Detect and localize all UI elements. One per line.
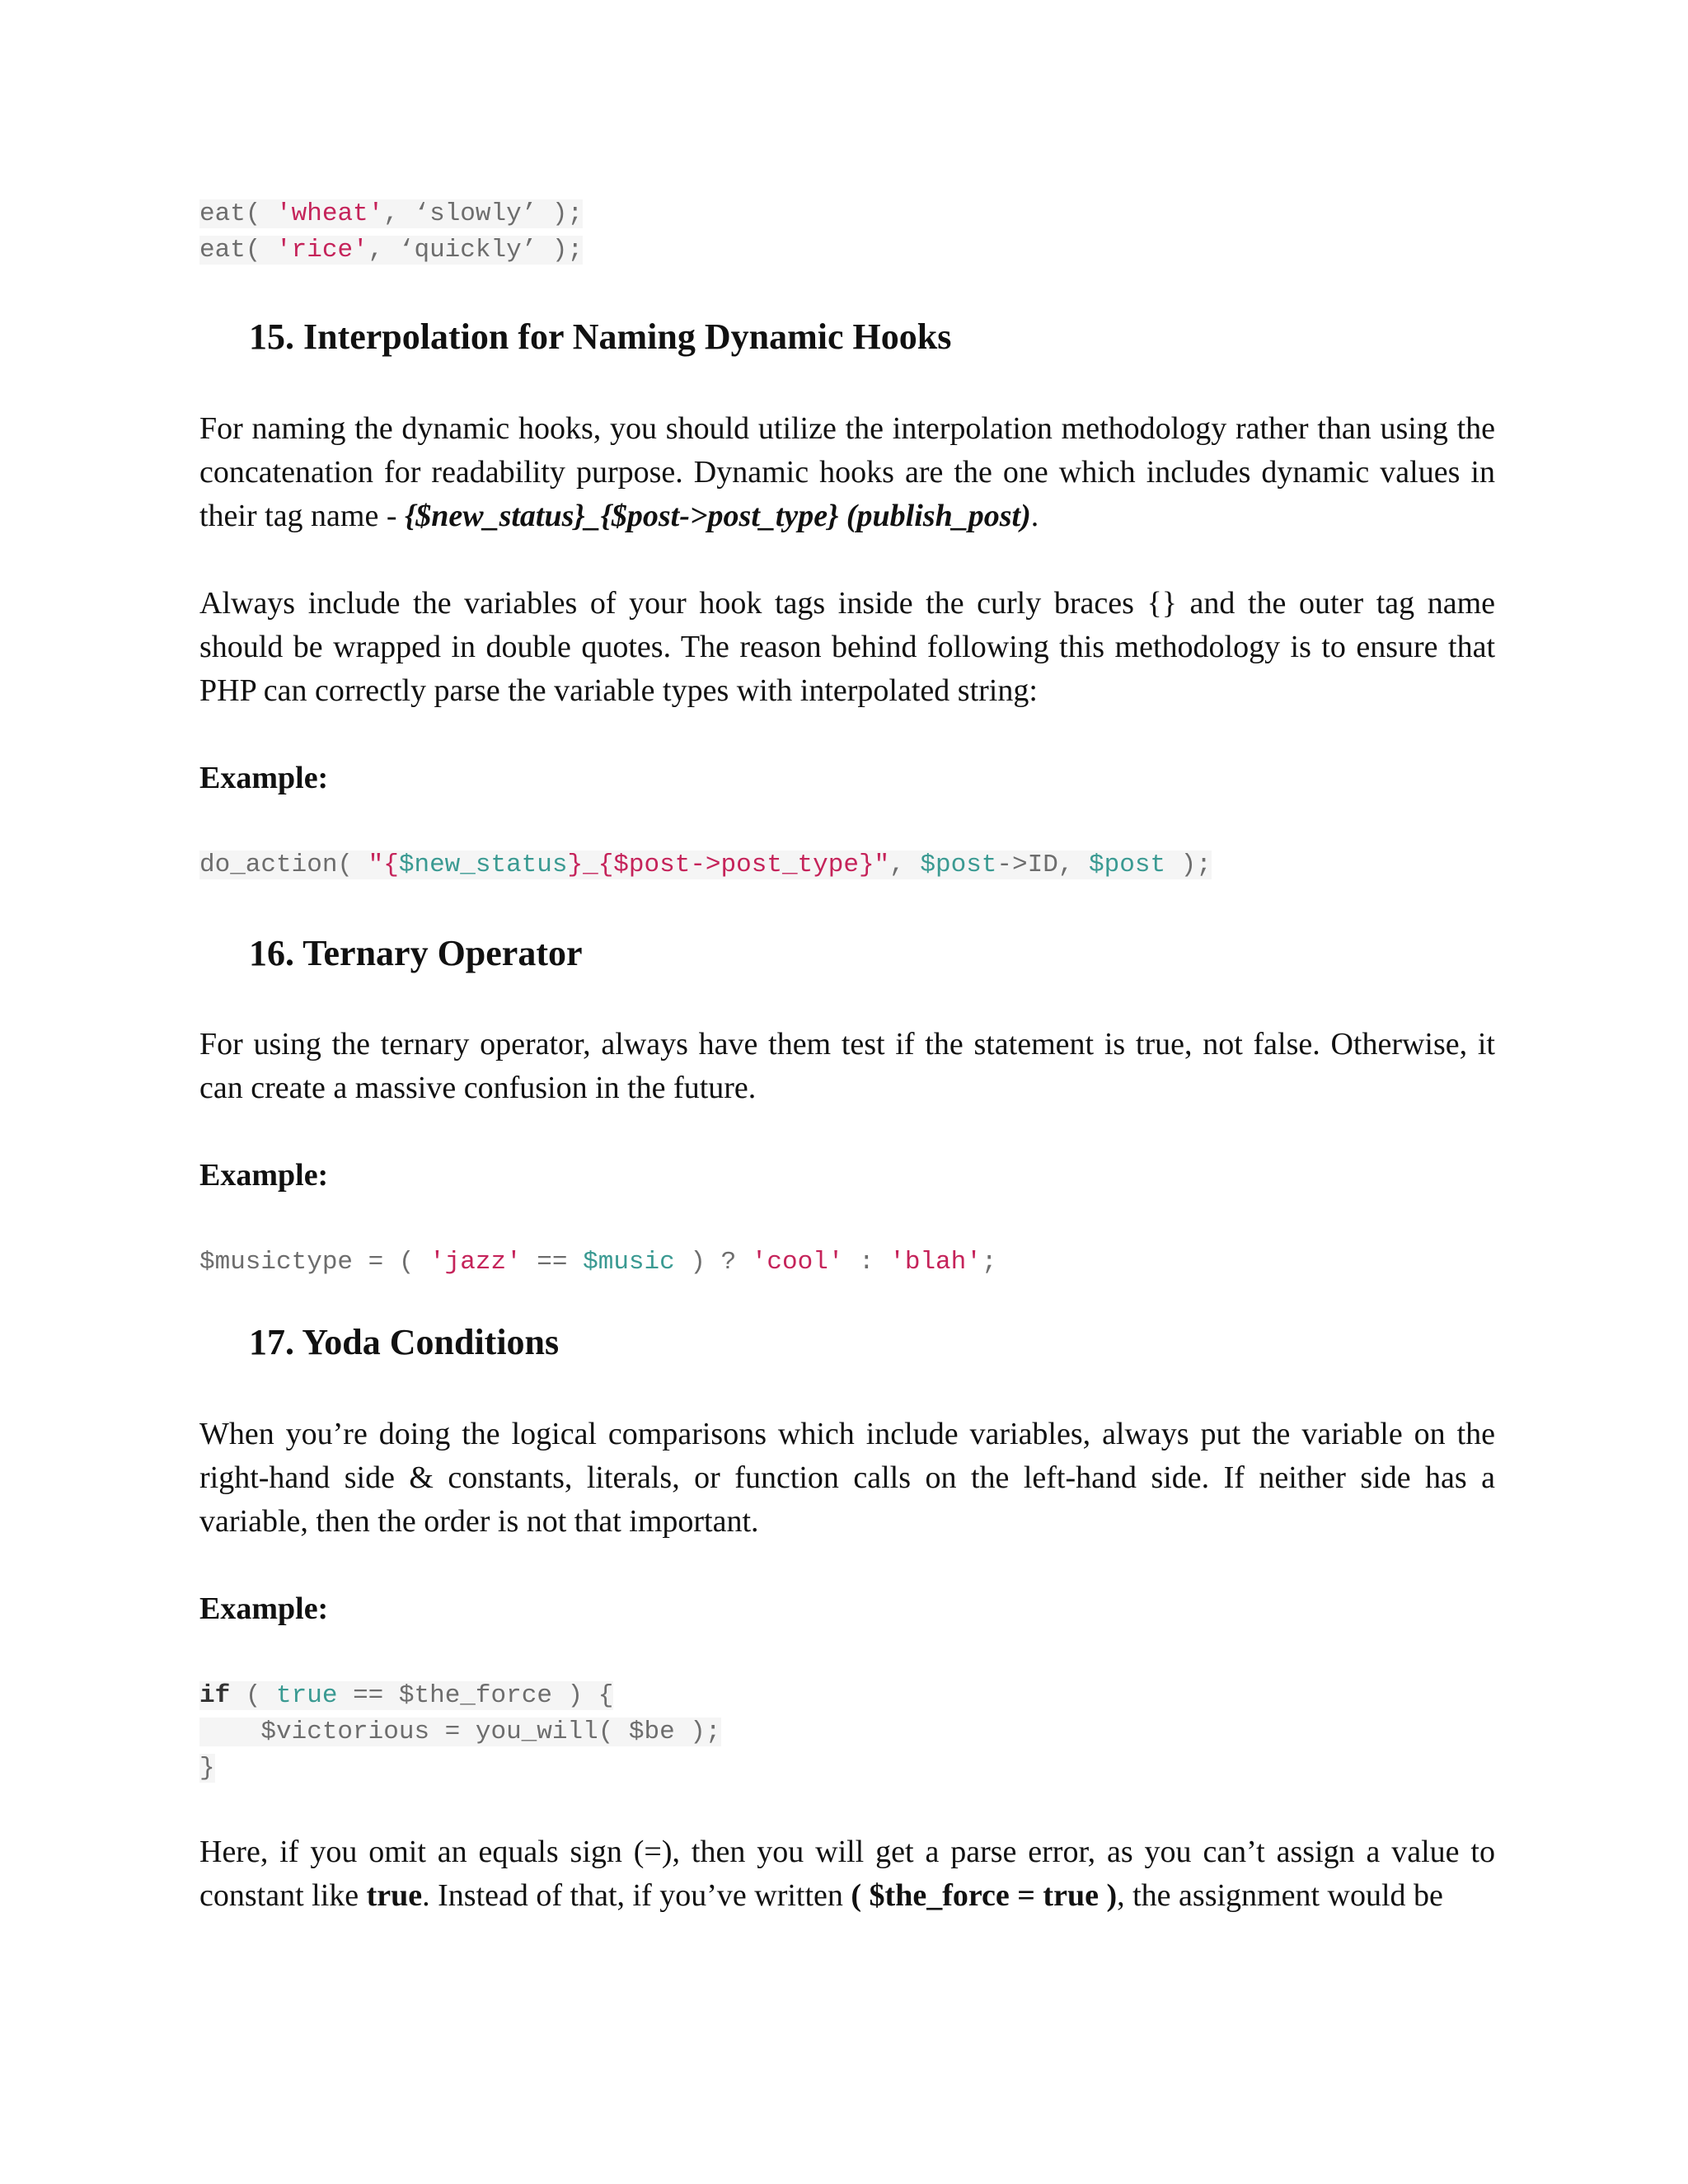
- code-line-eat-rice: eat( 'rice', ‘quickly’ );: [199, 236, 584, 265]
- paragraph-yoda: When you’re doing the logical comparisons which include variables, always put the variable on the right-hand side & constants, literals, or function calls on the left-hand side. If neither side has a variable, then the order is not that important.: [199, 1417, 1495, 1539]
- section-heading-17: 17. Yoda Conditions: [249, 1322, 560, 1362]
- example-label-17: Example:: [199, 1591, 329, 1626]
- code-line-do-action: do_action( "{$new_status}_{$post->post_type}", $post->ID, $post );: [199, 851, 1212, 879]
- code-line-musictype: $musictype = ( 'jazz' == $music ) ? 'cool' : 'blah';: [199, 1248, 997, 1277]
- code-line-victorious: $victorious = you_will( $be );: [199, 1714, 721, 1750]
- paragraph-parse-error: Here, if you omit an equals sign (=), then you will get a parse error, as you can’t assign a value to constant like true. Instead of that, if you’ve written ( $the_force = true ), the assignment would be: [199, 1835, 1495, 1913]
- example-label-16: Example:: [199, 1158, 329, 1193]
- code-line-if-true: if ( true == $the_force ) {: [199, 1681, 614, 1710]
- section-heading-15: 15. Interpolation for Naming Dynamic Hooks: [249, 316, 952, 357]
- code-line-close-brace: }: [199, 1754, 215, 1783]
- example-label-15: Example:: [199, 761, 329, 795]
- paragraph-dynamic-hooks-intro: For naming the dynamic hooks, you should utilize the interpolation methodology rather than using the concatenation for readability purpose. Dynamic hooks are the one which includes dynamic values in their tag name - {$new_status}_{$post->post_type} (publish_post).: [199, 411, 1495, 533]
- section-heading-16: 16. Ternary Operator: [249, 933, 583, 973]
- code-line-eat-wheat: eat( 'wheat', ‘slowly’ );: [199, 199, 584, 228]
- paragraph-ternary: For using the ternary operator, always have them test if the statement is true, not false. Otherwise, it can create a massive confusion in the future.: [199, 1027, 1495, 1105]
- paragraph-curly-braces: Always include the variables of your hook tags inside the curly braces {} and the outer tag name should be wrapped in double quotes. The reason behind following this methodology is to ensure that PHP can correctly parse the variable types with interpolated string:: [199, 586, 1495, 708]
